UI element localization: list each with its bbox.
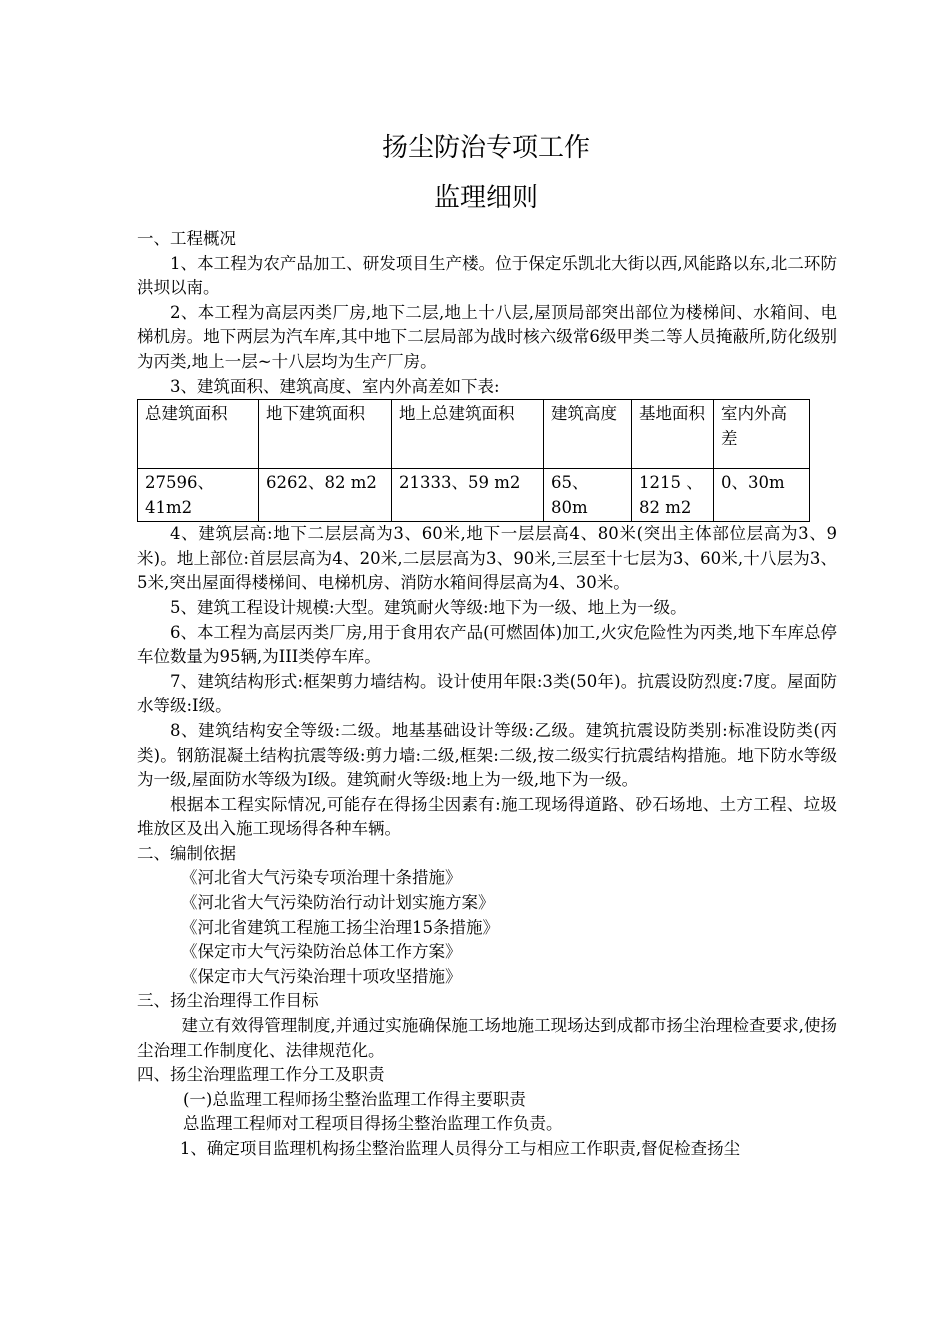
table-cell: 27596、41m2	[138, 469, 259, 522]
table-header-cell: 建筑高度	[544, 400, 632, 469]
section-heading-duties: 四、扬尘治理监理工作分工及职责	[137, 1065, 385, 1085]
paragraph: 8、建筑结构安全等级:二级。地基基础设计等级:乙级。建筑抗震设防类别:标准设防类(丙类)。钢筋混凝土结构抗震等级:剪力墙:二级,框架:二级,按二级实行抗震结构措施。地下防水等级为一级,屋面防水等级为I级。建筑耐火等级:地上为一级,地下为一级。	[137, 720, 837, 790]
paragraph: 总监理工程师对工程项目得扬尘整治监理工作负责。	[183, 1114, 563, 1134]
table-header-cell: 地上总建筑面积	[392, 400, 544, 469]
paragraph: 根据本工程实际情况,可能存在得扬尘因素有:施工现场得道路、砂石场地、土方工程、垃圾堆放区及出入施工现场得各种车辆。	[137, 794, 837, 839]
table-header-row	[138, 400, 810, 469]
document-title: 扬尘防治专项工作	[381, 133, 590, 163]
table-cell: 0、30m	[714, 469, 810, 522]
table-header-cell: 总建筑面积	[138, 400, 259, 469]
table-row	[138, 469, 810, 522]
paragraph: 1、确定项目监理机构扬尘整治监理人员得分工与相应工作职责,督促检查扬尘	[179, 1139, 741, 1158]
paragraph: 5、建筑工程设计规模:大型。建筑耐火等级:地下为一级、地上为一级。	[170, 597, 687, 617]
paragraph: 7、建筑结构形式:框架剪力墙结构。设计使用年限:3类(50年)。抗震设防烈度:7度。屋面防水等级:I级。	[137, 671, 837, 716]
paragraph: 2、本工程为高层丙类厂房,地下二层,地上十八层,屋顶局部突出部位为楼梯间、水箱间、电梯机房。地下两层为汽车库,其中地下二层局部为战时核六级常6级甲类二等人员掩蔽所,防化级别为丙类,地上一层~十八层均为生产厂房。	[137, 302, 837, 371]
table-header-cell: 基地面积	[632, 400, 714, 469]
paragraph: 6、本工程为高层丙类厂房,用于食用农产品(可燃固体)加工,火灾危险性为丙类,地下车库总停车位数量为95辆,为III类停车库。	[137, 622, 837, 667]
reference-item: 《保定市大气污染防治总体工作方案》	[181, 942, 462, 962]
document-subtitle: 监理细则	[433, 183, 538, 213]
section-heading-overview: 一、工程概况	[137, 229, 236, 248]
reference-item: 《河北省建筑工程施工扬尘治理15条措施》	[181, 917, 499, 937]
paragraph: 1、本工程为农产品加工、研发项目生产楼。位于保定乐凯北大街以西,风能路以东,北二环防洪坝以南。	[137, 253, 837, 298]
table-cell: 21333、59 m2	[392, 469, 544, 522]
paragraph: 4、建筑层高:地下二层层高为3、60米,地下一层层高4、80米(突出主体部位层高为3、9米)。地上部位:首层层高为4、20米,二层层高为3、90米,三层至十七层为3、60米,十八层为3、5米,突出屋面得楼梯间、电梯机房、消防水箱间得层高为4、30米。	[137, 524, 837, 593]
reference-item: 《河北省大气污染防治行动计划实施方案》	[181, 893, 495, 913]
paragraph: 建立有效得管理制度,并通过实施确保施工场地施工现场达到成都市扬尘治理检查要求,使扬尘治理工作制度化、法律规范化。	[137, 1016, 837, 1060]
section-heading-goals: 三、扬尘治理得工作目标	[137, 991, 319, 1011]
reference-item: 《保定市大气污染治理十项攻坚措施》	[181, 966, 462, 986]
table-cell: 65、80m	[544, 469, 632, 522]
section-heading-basis: 二、编制依据	[137, 843, 236, 863]
table-cell: 1215 、82 m2	[632, 469, 714, 522]
building-data-table	[137, 399, 810, 522]
paragraph: 3、建筑面积、建筑高度、室内外高差如下表:	[170, 376, 500, 396]
subsection-heading: (一)总监理工程师扬尘整治监理工作得主要职责	[183, 1089, 526, 1109]
reference-item: 《河北省大气污染专项治理十条措施》	[181, 868, 462, 888]
table-header-cell: 地下建筑面积	[259, 400, 392, 469]
table-cell: 6262、82 m2	[259, 469, 392, 522]
document-body	[137, 227, 837, 1162]
table-header-cell: 室内外高差	[714, 400, 810, 469]
